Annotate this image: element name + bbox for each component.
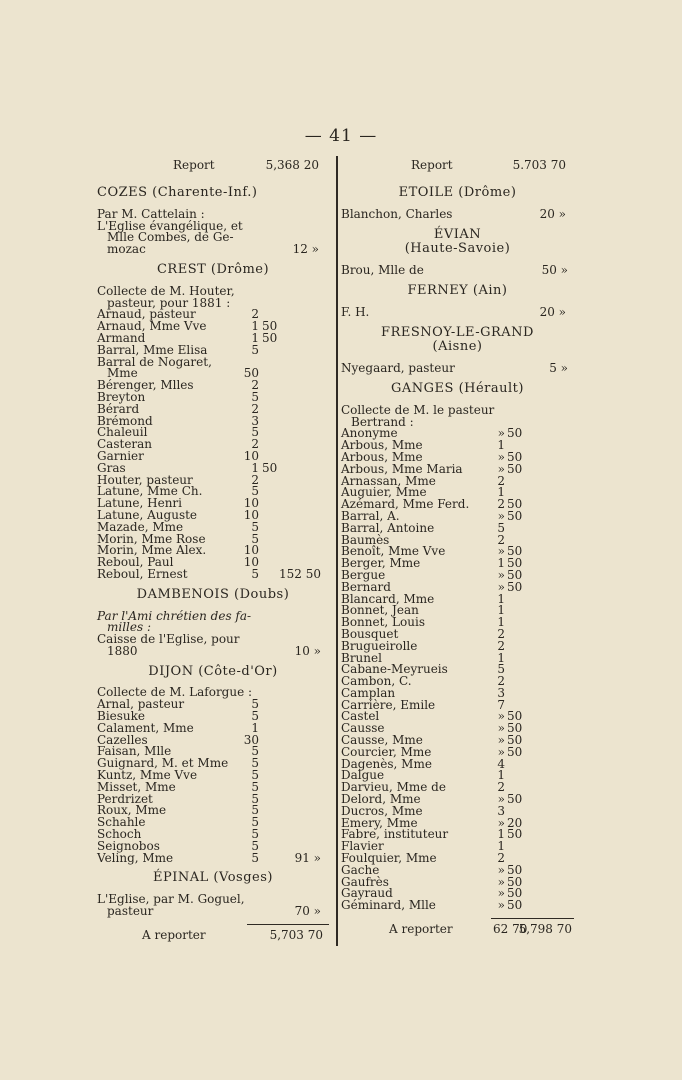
entry-amount-francs: 50	[243, 366, 259, 381]
entry-name: Misset, Mme	[97, 779, 176, 794]
entry-amount-francs: 5	[251, 566, 259, 581]
entry-amount-centimes: 50	[262, 330, 278, 345]
entry-name: Géminard, Mlle	[341, 898, 436, 913]
entry-amount-francs: 1	[251, 319, 259, 334]
entry-amount-centimes: 50	[262, 319, 278, 334]
entry-name: Courcier, Mme	[341, 744, 432, 759]
entry-name: Houter, pasteur	[97, 472, 193, 487]
section-total: 50 »	[541, 263, 568, 278]
entry-amount-centimes: 50	[507, 886, 523, 901]
entry-amount-francs: 7	[497, 697, 505, 712]
entry-amount-francs: 3	[497, 803, 505, 818]
entry-amount-centimes: 50	[507, 426, 523, 441]
entry-name: Faisan, Mlle	[97, 744, 172, 759]
entry-row	[97, 850, 329, 865]
entry-row	[97, 566, 329, 581]
section-total: 152 50	[279, 566, 321, 581]
entry-name: Bérenger, Mlles	[97, 378, 194, 393]
entry-name: Schahle	[97, 815, 146, 830]
entry-amount-francs: 1	[497, 556, 505, 571]
entry-amount-francs: 5	[251, 425, 259, 440]
entry-amount-francs: 1	[251, 330, 259, 345]
entry-amount-francs: 3	[251, 413, 259, 428]
entry-name: Causse	[341, 721, 385, 736]
entry-name: Cabane-Meyrueis	[341, 662, 448, 677]
entry-amount-francs: 2	[251, 401, 259, 416]
entry-name: Guignard, M. et Mme	[97, 756, 229, 771]
entry-name: Roux, Mme	[97, 803, 167, 818]
entry-amount-centimes: 20	[507, 815, 523, 830]
entry-amount-francs: 2	[251, 378, 259, 393]
entry-amount-francs: 2	[497, 532, 505, 547]
entry-amount-francs: »	[497, 721, 505, 736]
entry-name: Veling, Mme	[97, 850, 174, 865]
entry-name: Cambon, C.	[341, 674, 412, 689]
entry-name: Carrière, Emile	[341, 697, 436, 712]
text-line: Nyegaard, pasteur 5 »	[341, 361, 568, 376]
entry-amount-francs: 1	[497, 650, 505, 665]
entry-name: Arnaud, pasteur	[97, 307, 196, 322]
entry-amount-francs: »	[497, 426, 505, 441]
entry-name: Casteran	[97, 437, 153, 452]
entry-name: Gaufrès	[341, 874, 389, 889]
entry-amount-francs: 5	[251, 531, 259, 546]
entry-amount-francs: »	[497, 508, 505, 523]
entry-amount-francs: 10	[243, 507, 259, 522]
entry-name: Biesuke	[97, 709, 146, 724]
entry-name: Ducros, Mme	[341, 803, 423, 818]
section-total: 20 »	[539, 304, 566, 319]
entry-name: Gras	[97, 460, 126, 475]
section-total: 12 »	[292, 242, 319, 257]
entry-name: Latune, Auguste	[97, 507, 198, 522]
entry-amount-centimes: 50	[507, 709, 523, 724]
section-title-crest: CREST (Drôme)	[156, 261, 270, 277]
dijon-entries	[97, 699, 329, 864]
entry-name: Bonnet, Jean	[341, 603, 419, 618]
entry-name: Seignobos	[97, 838, 160, 853]
section-title-dijon: DIJON (Côte-d'Or)	[148, 663, 278, 679]
entry-amount-francs: 5	[251, 756, 259, 771]
entry-name: Flavier	[341, 839, 384, 854]
text-line: pasteur 70 »	[107, 904, 321, 919]
section-total: 20 »	[539, 206, 566, 221]
entry-name: Benoît, Mme Vve	[341, 544, 446, 559]
entry-name: Schoch	[97, 827, 142, 842]
entry-amount-francs: 2	[497, 626, 505, 641]
text-line: Par l'Ami chrétien des fa-	[97, 608, 252, 623]
entry-amount-francs: 2	[497, 638, 505, 653]
text-line: Brou, Mlle de 50 »	[341, 263, 568, 278]
entry-name: Morin, Mme Rose	[97, 531, 206, 546]
entry-name: Latune, Mme Ch.	[97, 484, 203, 499]
entry-name: Reboul, Ernest	[97, 566, 188, 581]
footer-line	[97, 927, 329, 943]
entry-name: Barral, Antoine	[341, 520, 435, 535]
entry-name: Garnier	[97, 448, 144, 463]
section-title-fresnoy: FRESNOY-LE-GRAND	[381, 324, 534, 340]
report-label: Report	[173, 158, 215, 172]
entry-amount-centimes: 50	[507, 567, 523, 582]
entry-amount-francs: 5	[251, 744, 259, 759]
crest-entries	[97, 309, 329, 580]
text-line: Mlle Combes, de Ge-	[107, 230, 234, 245]
entry-amount-centimes: 50	[507, 449, 523, 464]
entry-amount-francs: »	[497, 886, 505, 901]
entry-amount-centimes: 50	[507, 497, 523, 512]
entry-amount-francs: 5	[251, 484, 259, 499]
entry-amount-francs: 2	[251, 307, 259, 322]
entry-amount-francs: 2	[497, 780, 505, 795]
entry-amount-francs: 2	[497, 497, 505, 512]
entry-amount-francs: 5	[251, 519, 259, 534]
footer-value: 5,798 70	[518, 922, 572, 937]
report-line	[97, 156, 329, 179]
entry-amount-francs: 5	[251, 815, 259, 830]
entry-name: Arnal, pasteur	[97, 697, 185, 712]
entry-name: Emery, Mme	[341, 815, 418, 830]
entry-name: Mme	[107, 366, 138, 381]
entry-amount-francs: 5	[251, 838, 259, 853]
entry-amount-francs: 1	[497, 438, 505, 453]
entry-name: Camplan	[341, 685, 396, 700]
entry-amount-francs: 4	[497, 756, 505, 771]
entry-amount-francs: 10	[243, 543, 259, 558]
entry-amount-centimes: 50	[507, 792, 523, 807]
entry-name: Gayraud	[341, 886, 393, 901]
entry-amount-francs: 2	[251, 472, 259, 487]
text-line: L'Eglise évangélique, et	[97, 218, 243, 233]
entry-name: Arbous, Mme	[341, 438, 423, 453]
entry-amount-centimes: 50	[507, 544, 523, 559]
report-value: 5,368 20	[265, 158, 319, 172]
section-title-ferney: FERNEY (Ain)	[407, 282, 508, 298]
column-divider	[336, 156, 338, 946]
entry-amount-centimes: 50	[507, 461, 523, 476]
entry-amount-centimes: 50	[507, 874, 523, 889]
section-title-ganges: GANGES (Hérault)	[391, 380, 524, 396]
entry-name: Perdrizet	[97, 791, 153, 806]
entry-amount-francs: »	[497, 815, 505, 830]
entry-name: Bousquet	[341, 626, 399, 641]
entry-name: Arnaud, Mme Vve	[97, 319, 207, 334]
entry-name: Morin, Mme Alex.	[97, 543, 207, 558]
entry-name: Gache	[341, 862, 380, 877]
footer-label: A reporter	[142, 927, 206, 942]
entry-amount-francs: 5	[251, 768, 259, 783]
footer-label: A reporter	[389, 922, 453, 937]
text-line: 1880 10 »	[107, 643, 321, 658]
entry-row	[97, 448, 329, 463]
entry-name: Breyton	[97, 389, 146, 404]
entry-amount-centimes: 50	[262, 460, 278, 475]
entry-amount-francs: 1	[497, 485, 505, 500]
entry-amount-centimes: 50	[507, 862, 523, 877]
entry-name: Mazade, Mme	[97, 519, 184, 534]
section-title-epinal: ÉPINAL (Vosges)	[153, 870, 273, 886]
entry-name: Dalgue	[341, 768, 385, 783]
entry-amount-francs: 5	[497, 662, 505, 677]
left-column	[97, 156, 329, 943]
text-line: Bertrand :	[351, 414, 414, 429]
entry-name: Calament, Mme	[97, 720, 194, 735]
entry-amount-francs: 1	[251, 460, 259, 475]
entry-amount-francs: 5	[251, 850, 259, 865]
entry-amount-francs: 1	[497, 768, 505, 783]
entry-name: Reboul, Paul	[97, 555, 174, 570]
entry-name: Bérard	[97, 401, 140, 416]
ganges-entries	[341, 428, 574, 912]
entry-amount-francs: 5	[251, 803, 259, 818]
page-number: — 41 —	[304, 126, 378, 146]
entry-amount-francs: 2	[497, 674, 505, 689]
section-subtitle-fresnoy: (Aisne)	[432, 339, 483, 355]
entry-name: Latune, Henri	[97, 496, 183, 511]
entry-name: Brémond	[97, 413, 153, 428]
entry-name: Barral de Nogaret,	[97, 354, 212, 369]
entry-amount-centimes: 50	[507, 827, 523, 842]
entry-name: Dagenès, Mme	[341, 756, 432, 771]
section-title-cozes: COZES (Charente-Inf.)	[97, 185, 258, 200]
entry-name: Delord, Mme	[341, 792, 421, 807]
entry-amount-francs: 10	[243, 496, 259, 511]
entry-name: Blancard, Mme	[341, 591, 435, 606]
entry-amount-francs: »	[497, 862, 505, 877]
entry-amount-francs: »	[497, 567, 505, 582]
entry-name: Barral, A.	[341, 508, 400, 523]
entry-name: Darvieu, Mme de	[341, 780, 446, 795]
entry-amount-francs: 5	[251, 389, 259, 404]
entry-name: Barral, Mme Elisa	[97, 342, 208, 357]
section-title-dambenois: DAMBENOIS (Doubs)	[136, 586, 290, 602]
footer-subtotal: 62 70	[493, 922, 528, 937]
entry-row	[341, 900, 574, 912]
entry-amount-centimes: 50	[507, 556, 523, 571]
text-line: Collecte de M. Laforgue :	[97, 685, 253, 700]
section-subtitle-evian: (Haute-Savoie)	[404, 241, 511, 257]
entry-amount-francs: »	[497, 898, 505, 913]
total-rule	[491, 918, 574, 919]
entry-amount-francs: »	[497, 733, 505, 748]
entry-amount-centimes: 50	[507, 508, 523, 523]
entry-amount-francs: 1	[497, 615, 505, 630]
entry-amount-francs: »	[497, 874, 505, 889]
entry-amount-centimes: 50	[507, 579, 523, 594]
section-title-etoile: ETOILE (Drôme)	[398, 185, 517, 200]
entry-amount-centimes: 50	[507, 733, 523, 748]
text-line: pasteur, pour 1881 :	[107, 295, 231, 310]
entry-name: Bernard	[341, 579, 391, 594]
report-line	[341, 156, 574, 179]
entry-amount-francs: 3	[497, 685, 505, 700]
entry-amount-francs: »	[497, 544, 505, 559]
text-line: Par M. Cattelain :	[97, 206, 205, 221]
total-rule	[247, 924, 329, 925]
entry-amount-francs: 1	[497, 827, 505, 842]
entry-amount-francs: 5	[251, 342, 259, 357]
entry-amount-francs: 2	[251, 437, 259, 452]
entry-amount-francs: 5	[497, 520, 505, 535]
entry-name: Arnassan, Mme	[341, 473, 436, 488]
entry-amount-centimes: 50	[507, 721, 523, 736]
entry-name: Baumès	[341, 532, 390, 547]
entry-amount-francs: 30	[243, 732, 259, 747]
text-line: L'Eglise, par M. Goguel,	[97, 892, 245, 907]
entry-name: Armand	[97, 330, 146, 345]
entry-amount-francs: 10	[243, 448, 259, 463]
entry-amount-francs: 5	[251, 791, 259, 806]
text-line: Collecte de M. le pasteur	[341, 402, 495, 417]
section-total: 91 »	[294, 850, 321, 865]
entry-name: Brunel	[341, 650, 382, 665]
report-value: 5.703 70	[512, 158, 566, 172]
entry-name: Kuntz, Mme Vve	[97, 768, 198, 783]
entry-amount-francs: 2	[497, 473, 505, 488]
entry-name: Foulquier, Mme	[341, 851, 437, 866]
entry-name: Fabre, instituteur	[341, 827, 449, 842]
section-total: 10 »	[294, 643, 321, 658]
text-line: Caisse de l'Eglise, pour	[97, 632, 240, 647]
entry-name: Cazelles	[97, 732, 148, 747]
entry-amount-francs: 1	[497, 839, 505, 854]
entry-amount-francs: 5	[251, 697, 259, 712]
entry-name: Arbous, Mme	[341, 449, 423, 464]
entry-amount-francs: 5	[251, 709, 259, 724]
entry-name: Castel	[341, 709, 380, 724]
text-line: mozac 12 »	[107, 242, 319, 257]
entry-name: Azémard, Mme Ferd.	[341, 497, 470, 512]
entry-amount-francs: 10	[243, 555, 259, 570]
section-title-evian: ÉVIAN	[433, 226, 482, 242]
entry-amount-francs: 2	[497, 851, 505, 866]
entry-amount-francs: »	[497, 579, 505, 594]
entry-amount-francs: 5	[251, 827, 259, 842]
entry-amount-francs: 5	[251, 779, 259, 794]
entry-amount-francs: 1	[251, 720, 259, 735]
entry-name: Berger, Mme	[341, 556, 421, 571]
entry-amount-centimes: 50	[507, 898, 523, 913]
entry-amount-francs: 1	[497, 603, 505, 618]
entry-amount-francs: »	[497, 709, 505, 724]
report-label: Report	[411, 158, 453, 172]
entry-name: Bergue	[341, 567, 386, 582]
section-total: 5 »	[549, 361, 568, 376]
entry-amount-francs: »	[497, 461, 505, 476]
entry-name: Anonyme	[341, 426, 398, 441]
text-line: milles :	[107, 620, 152, 635]
entry-amount-francs: »	[497, 792, 505, 807]
entry-amount-centimes: 50	[507, 744, 523, 759]
entry-amount-francs: 1	[497, 591, 505, 606]
entry-name: Arbous, Mme Maria	[341, 461, 463, 476]
entry-name: Chaleuil	[97, 425, 148, 440]
text-line: F. H. 20 »	[341, 304, 566, 319]
text-line: Collecte de M. Houter,	[97, 283, 235, 298]
footer-line	[341, 921, 574, 937]
entry-amount-francs: »	[497, 449, 505, 464]
entry-amount-francs: »	[497, 744, 505, 759]
text-line: Blanchon, Charles 20 »	[341, 206, 566, 221]
entry-name: Bonnet, Louis	[341, 615, 425, 630]
footer-value: 5,703 70	[269, 927, 323, 942]
right-column	[341, 156, 574, 937]
entry-name: Brugueirolle	[341, 638, 418, 653]
entry-name: Causse, Mme	[341, 733, 423, 748]
section-total: 70 »	[294, 904, 321, 919]
entry-name: Auguier, Mme	[341, 485, 427, 500]
